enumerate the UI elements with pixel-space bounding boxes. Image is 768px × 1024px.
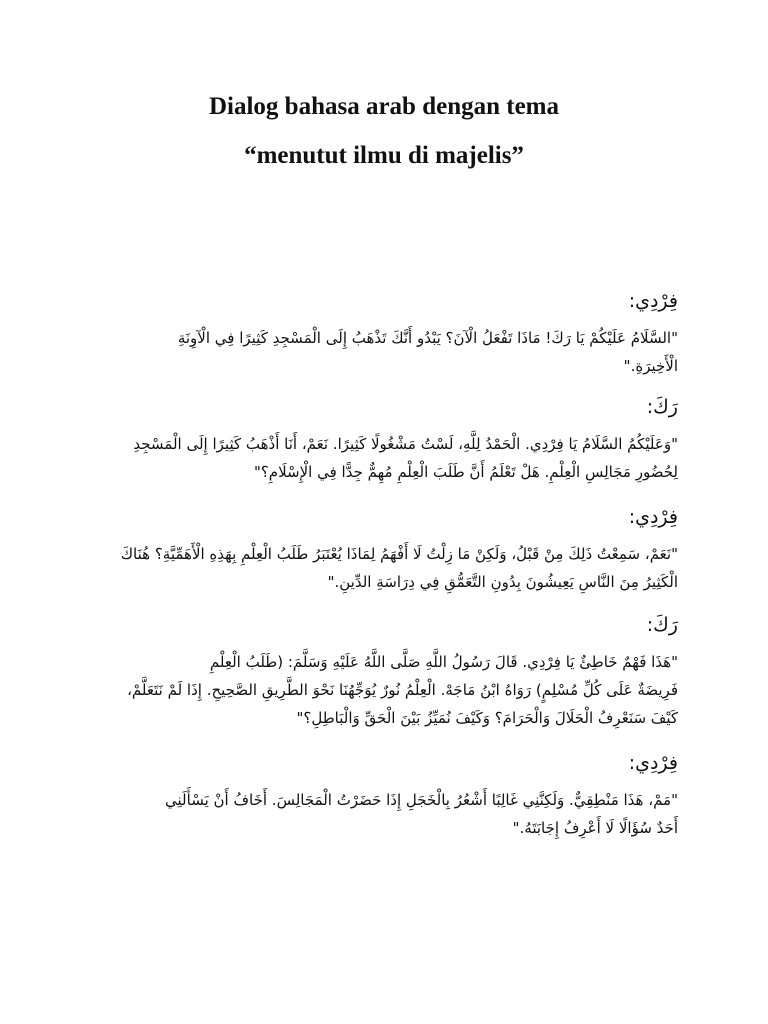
speaker-label: فِرْدِي: bbox=[628, 752, 678, 774]
document-title-line-1: Dialog bahasa arab dengan tema bbox=[208, 93, 560, 120]
dialog-turn bbox=[110, 752, 678, 842]
dialog-line: كَيْفَ سَنَعْرِفُ الْحَلَالَ وَالْحَرَامَ؟ وَكَيْفَ نُمَيِّزُ بَيْنَ الْحَقِّ وَالْبَاطِلِ؟" bbox=[296, 709, 678, 727]
dialog-turn bbox=[110, 290, 678, 380]
dialog-turn bbox=[110, 396, 678, 486]
dialog-line: الْأَخِيرَةِ." bbox=[623, 357, 678, 375]
dialog-line: "هَذَا فَهْمٌ خَاطِئٌ يَا فِرْدِي. قَالَ رَسُولُ اللَّهِ صَلَّى اللَّهُ عَلَيْهِ وَسَلَّمَ: (طَلَبُ الْعِلْمِ bbox=[209, 653, 678, 671]
dialog-turn bbox=[110, 506, 678, 596]
dialog-line: "وَعَلَيْكُمُ السَّلَامُ يَا فِرْدِي. الْحَمْدُ لِلَّهِ، لَسْتُ مَشْغُولًا كَثِيرًا. نَعَمْ، أَنَا أَذْهَبُ كَثِيرًا إِلَى الْمَسْجِدِ bbox=[133, 435, 678, 453]
dialog-line: الْكَثِيرُ مِنَ النَّاسِ يَعِيشُونَ بِدُونِ التَّعَمُّقِ فِي دِرَاسَةِ الدِّينِ." bbox=[327, 573, 678, 591]
dialog-line: فَرِيضَةٌ عَلَى كُلِّ مُسْلِمٍ) رَوَاهُ ابْنُ مَاجَهْ. الْعِلْمُ نُورٌ يُوَجِّهُنَا نَحْوَ الطَّرِيقِ الصَّحِيحِ. إِذَا لَمْ نَتَعَلَّمْ، bbox=[127, 681, 678, 699]
speaker-label: رَكَ: bbox=[646, 614, 678, 636]
dialog-line: "نَعَمْ، سَمِعْتُ ذَلِكَ مِنْ قَبْلُ، وَلَكِنْ مَا زِلْتُ لَا أَفْهَمُ لِمَاذَا يُعْتَبَرُ طَلَبُ الْعِلْمِ بِهَذِهِ الْأَهَمِّيَّةِ؟ هُنَاكَ bbox=[120, 545, 678, 563]
dialog-turn bbox=[110, 614, 678, 732]
speaker-label: فِرْدِي: bbox=[628, 290, 678, 312]
dialog-line: لِحُضُورِ مَجَالِسِ الْعِلْمِ. هَلْ تَعْلَمُ أَنَّ طَلَبَ الْعِلْمِ مُهِمٌّ جِدًّا فِي الْإِسْلَامِ؟" bbox=[253, 463, 678, 481]
dialog-line: "السَّلَامُ عَلَيْكُمْ يَا رَكَ! مَاذَا تَفْعَلُ الْآنَ؟ يَبْدُو أَنَّكَ تَذْهَبُ إِلَى الْمَسْجِدِ كَثِيرًا فِي الْآوِنَةِ bbox=[177, 329, 678, 347]
speaker-label: فِرْدِي: bbox=[628, 506, 678, 528]
document-title-line-2: “menutut ilmu di majelis” bbox=[244, 142, 524, 169]
dialog-line: أَحَدٌ سُؤَالًا لَا أَعْرِفُ إِجَابَتَهُ." bbox=[512, 819, 678, 837]
speaker-label: رَكَ: bbox=[646, 396, 678, 418]
dialog-line: "مَمْ، هَذَا مَنْطِقِيٌّ. وَلَكِنَّنِي غَالِبًا أَشْعُرُ بِالْخَجَلِ إِذَا حَضَرْتُ الْمَجَالِسَ. أَخَافُ أَنْ يَسْأَلَنِي bbox=[165, 791, 678, 809]
